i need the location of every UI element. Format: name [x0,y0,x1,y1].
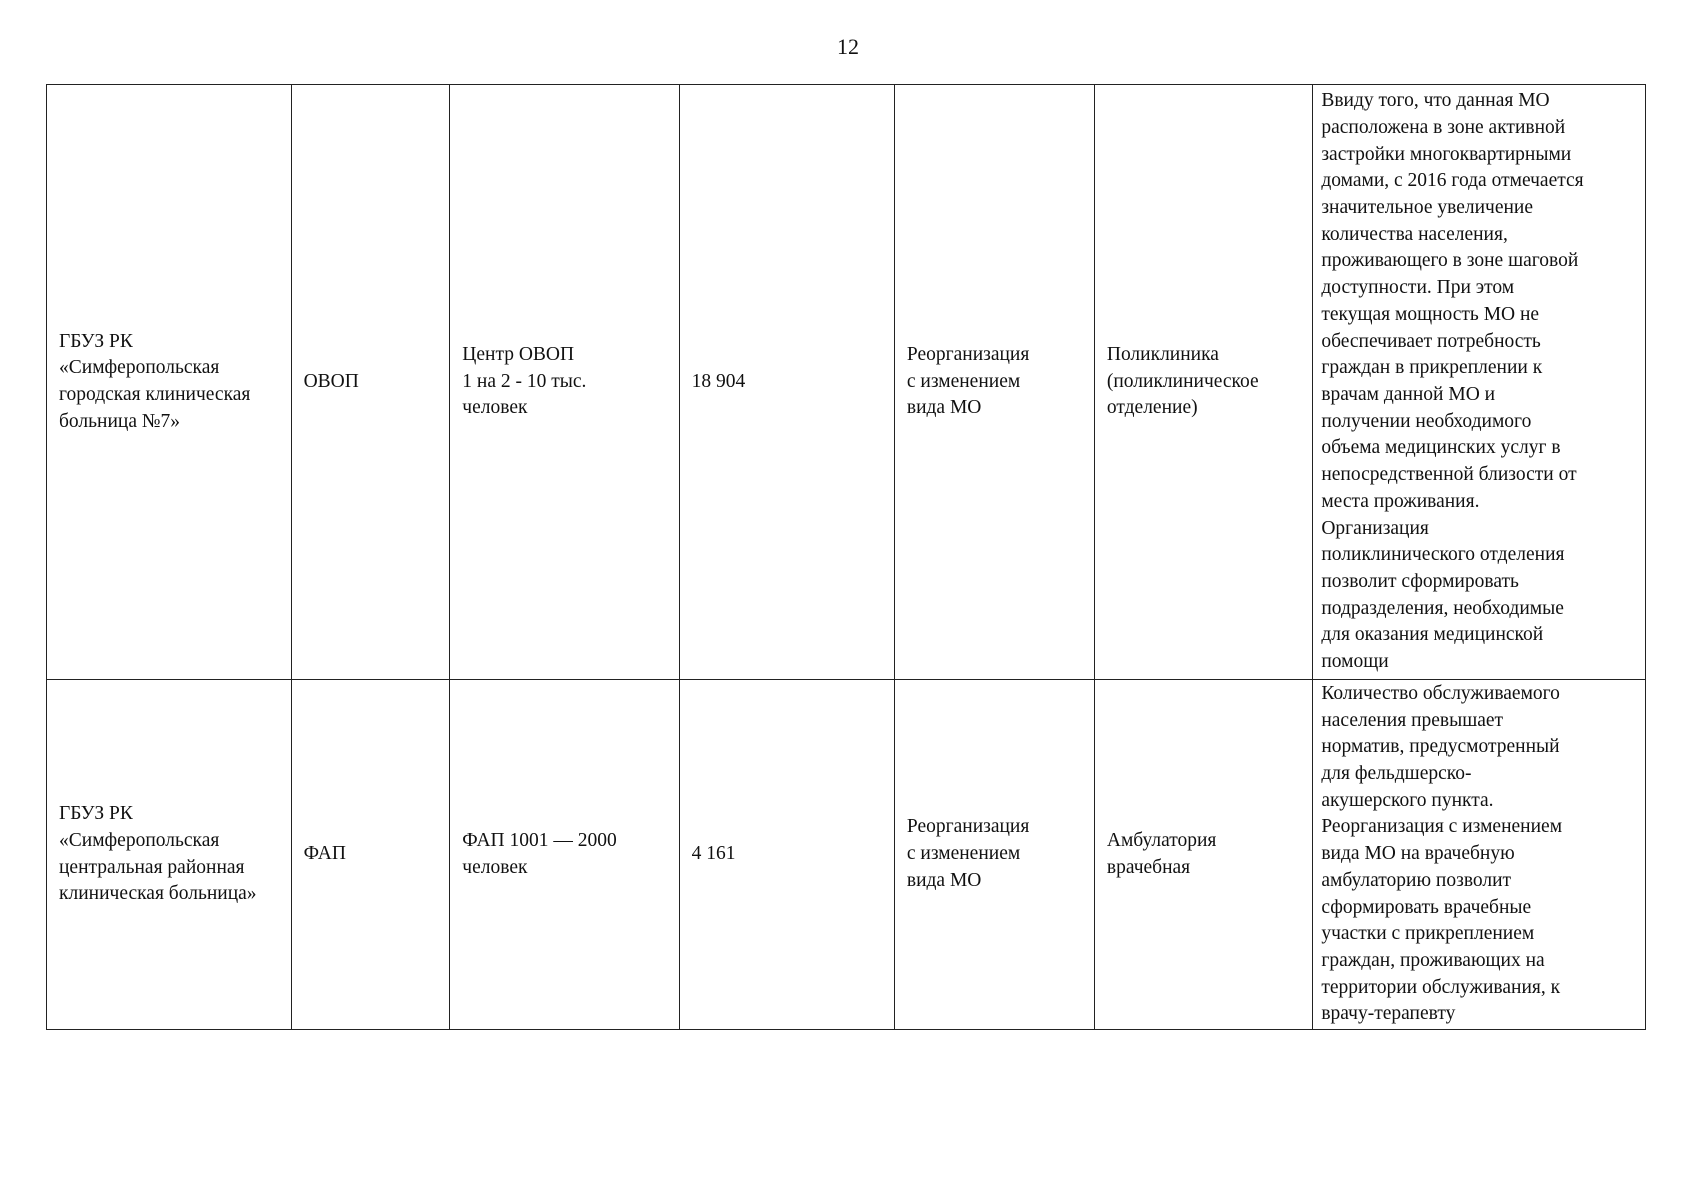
new-type-cell: Поликлиника (поликлиническое отделение) [1094,85,1312,680]
population-cell: 4 161 [679,680,894,1030]
table-row [47,680,1646,1030]
action-cell: Реорганизация с изменением вида МО [894,680,1094,1030]
population-cell: 18 904 [679,85,894,680]
justification-cell: Ввиду того, что данная МО расположена в зоне активной застройки многоквартирными домами, с 2016 года отмечается значительное увеличение количества населения, проживающего в зоне шаговой доступности. При этом текущая мощность МО не обеспечивает потребность граждан в прикреплении к врачам данной МО и получении необходимого объема медицинских услуг в непосредственной близости от места проживания. Организация поликлинического отделения позволит сформировать подразделения, необходимые для оказания медицинской помощи [1313,85,1646,680]
page-number: 12 [837,34,859,59]
justification-cell: Количество обслуживаемого населения превышает норматив, предусмотренный для фельдшерско- акушерского пункта. Реорганизация с изменением вида МО на врачебную амбулаторию позволит сформировать врачебные участки с прикреплением граждан, проживающих на территории обслуживания, к врачу-терапевту [1313,680,1646,1030]
organization-cell: ГБУЗ РК «Симферопольская центральная районная клиническая больница» [47,680,292,1030]
reorganization-table [46,84,1646,1030]
action-cell: Реорганизация с изменением вида МО [894,85,1094,680]
new-type-cell: Амбулатория врачебная [1094,680,1312,1030]
table-row [47,85,1646,680]
unit-type-cell: ОВОП [291,85,450,680]
standard-cell: ФАП 1001 — 2000 человек [450,680,679,1030]
organization-cell: ГБУЗ РК «Симферопольская городская клиническая больница №7» [47,85,292,680]
standard-cell: Центр ОВОП 1 на 2 - 10 тыс. человек [450,85,679,680]
unit-type-cell: ФАП [291,680,450,1030]
